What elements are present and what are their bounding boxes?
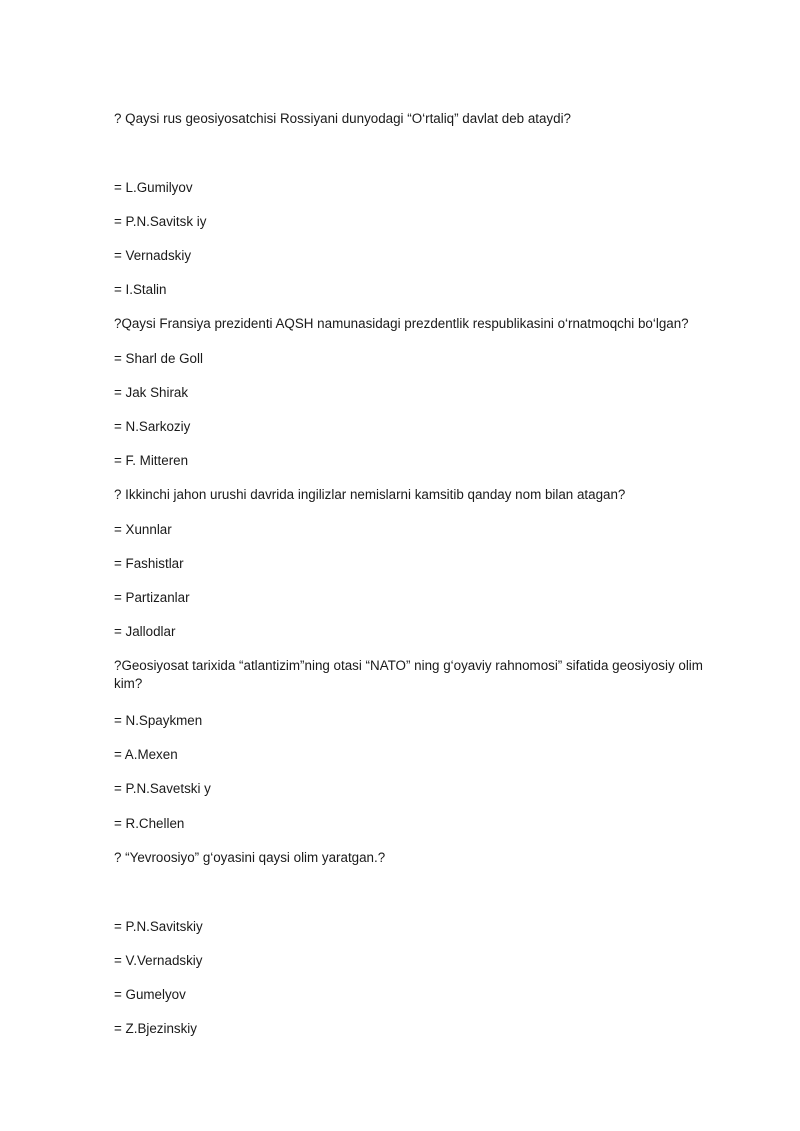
answer-option: = Jallodlar: [114, 624, 176, 639]
answer-option: = R.Chellen: [114, 816, 185, 831]
answer-option: = Fashistlar: [114, 556, 184, 571]
answer-option: = Jak Shirak: [114, 385, 189, 400]
answer-option: = I.Stalin: [114, 282, 167, 297]
question-2: ?Qaysi Fransiya prezidenti AQSH namunasidagi prezdentlik respublikasini o‘rnatmoqchi bo‘lgan?: [114, 316, 689, 331]
question-4: ?Geosiyosat tarixida “atlantizim”ning otasi “NATO” ning g‘oyaviy rahnomosi” sifatida geosiyosiy olim kim?: [114, 658, 703, 691]
answer-option: = Gumelyov: [114, 987, 186, 1002]
answer-option: = Xunnlar: [114, 522, 172, 537]
answer-option: = Partizanlar: [114, 590, 190, 605]
answer-option: = Sharl de Goll: [114, 351, 203, 366]
question-5: ? “Yevroosiyo” g‘oyasini qaysi olim yaratgan.?: [114, 850, 386, 865]
question-1: ? Qaysi rus geosiyosatchisi Rossiyani dunyodagi “O‘rtaliq” davlat deb ataydi?: [114, 111, 572, 126]
answer-option: = P.N.Savitsk iy: [114, 214, 207, 229]
answer-option: = V.Vernadskiy: [114, 953, 203, 968]
answer-option: = F. Mitteren: [114, 453, 189, 468]
answer-option: = L.Gumilyov: [114, 180, 193, 195]
question-3: ? Ikkinchi jahon urushi davrida ingilizlar nemislarni kamsitib qanday nom bilan atagan?: [114, 487, 626, 502]
answer-option: = A.Mexen: [114, 747, 178, 762]
answer-option: = Vernadskiy: [114, 248, 192, 263]
answer-option: = P.N.Savetski y: [114, 781, 211, 796]
answer-option: = N.Spaykmen: [114, 713, 203, 728]
answer-option: = N.Sarkoziy: [114, 419, 191, 434]
answer-option: = Z.Bjezinskiy: [114, 1021, 197, 1036]
answer-option: = P.N.Savitskiy: [114, 919, 203, 934]
